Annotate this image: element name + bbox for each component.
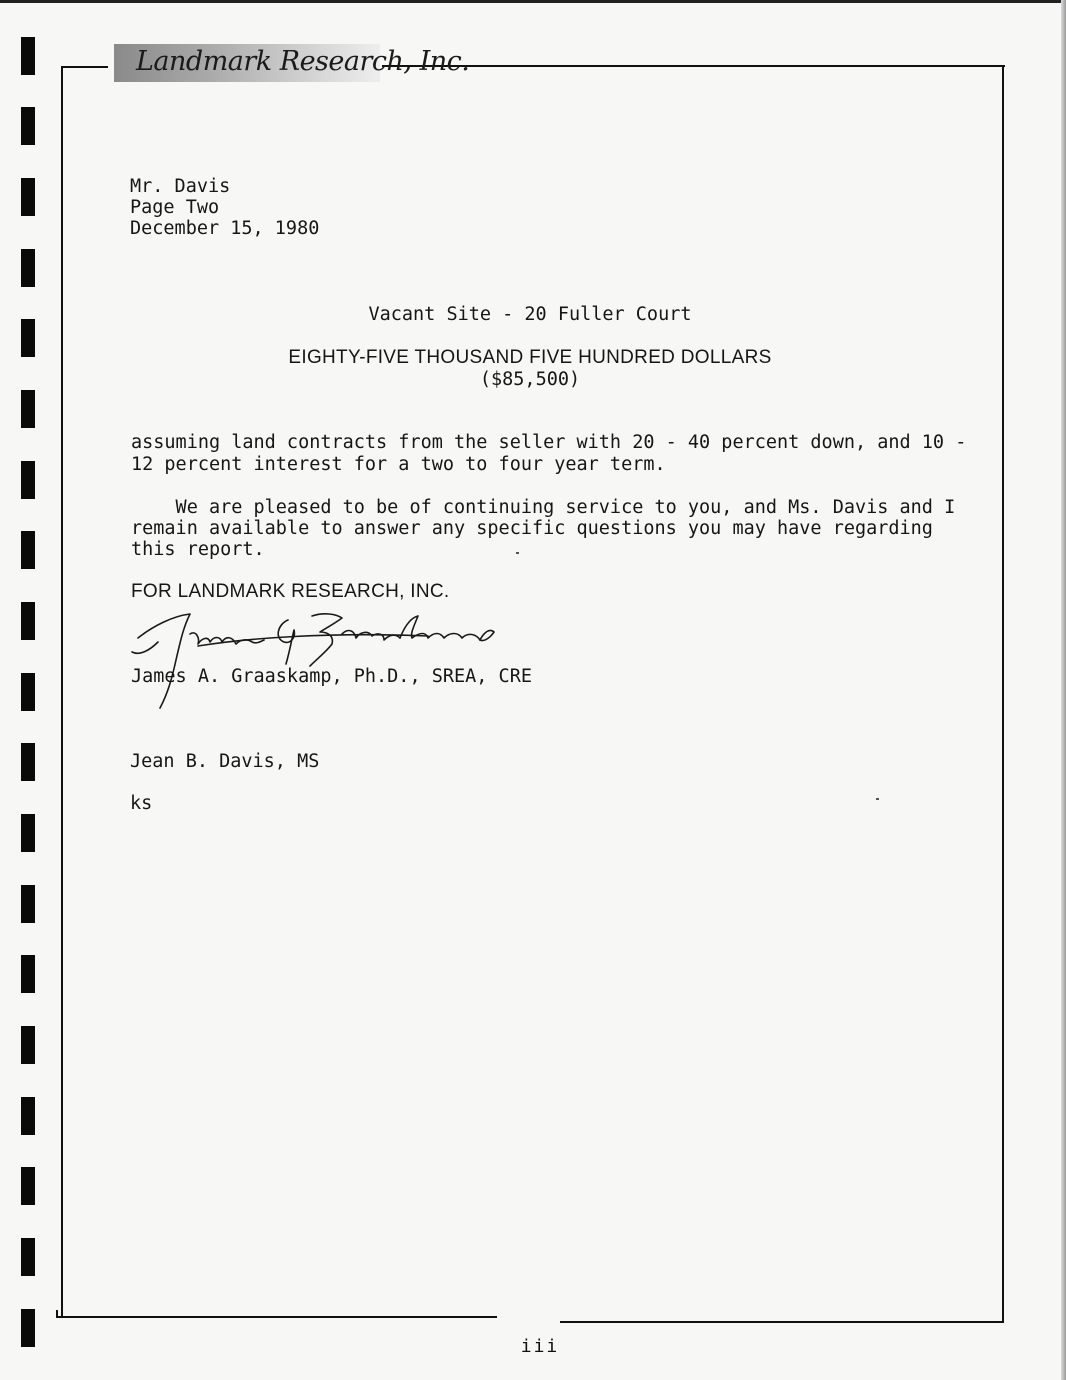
binding-mark [21, 531, 35, 569]
addressee: Mr. Davis [130, 176, 231, 197]
binding-mark [21, 249, 35, 287]
frame-border [62, 66, 108, 68]
binding-mark [21, 602, 35, 640]
amount-words: EIGHTY-FIVE THOUSAND FIVE HUNDRED DOLLARS [288, 347, 772, 368]
paragraph-line: 12 percent interest for a two to four year term. [131, 454, 666, 475]
binding-mark [21, 1309, 35, 1347]
frame-border [56, 1316, 497, 1318]
paper-speck [516, 552, 519, 554]
signatory-name: James A. Graaskamp, Ph.D., SREA, CRE [131, 666, 532, 687]
binding-mark [21, 955, 35, 993]
paper-speck [876, 798, 879, 800]
page-number: iii [520, 1336, 560, 1357]
amount-figures: ($85,500) [479, 369, 581, 390]
page-right-edge [1061, 0, 1066, 1380]
binding-mark [21, 1167, 35, 1205]
binding-mark [21, 107, 35, 145]
binding-mark [21, 1097, 35, 1135]
handwritten-signature [128, 608, 498, 712]
letterhead-company: Landmark Research, Inc. [136, 46, 470, 77]
binding-mark [21, 390, 35, 428]
frame-border [1002, 65, 1004, 1323]
binding-mark [21, 319, 35, 357]
binding-mark [21, 461, 35, 499]
paragraph-line: assuming land contracts from the seller with 20 - 40 percent down, and 10 - [131, 432, 967, 453]
frame-border [560, 1321, 1003, 1323]
binding-mark [21, 178, 35, 216]
paragraph-line: remain available to answer any specific questions you may have regarding [131, 518, 933, 539]
binding-mark [21, 1026, 35, 1064]
binding-mark [21, 814, 35, 852]
frame-border [61, 66, 63, 1316]
letter-date: December 15, 1980 [130, 218, 320, 239]
typist-initials: ks [130, 793, 153, 814]
property-title: Vacant Site - 20 Fuller Court [368, 304, 692, 325]
page-top-edge [0, 0, 1066, 3]
binding-mark [21, 1238, 35, 1276]
letterhead-logo [114, 44, 470, 82]
binding-mark [21, 885, 35, 923]
closing-company: FOR LANDMARK RESEARCH, INC. [131, 581, 450, 602]
paragraph-line: We are pleased to be of continuing service to you, and Ms. Davis and I [131, 497, 956, 518]
page-label: Page Two [130, 197, 220, 218]
paragraph-line: this report. [131, 539, 265, 560]
frame-border [382, 65, 1005, 67]
binding-mark [21, 743, 35, 781]
cosignatory-name: Jean B. Davis, MS [130, 751, 320, 772]
binding-mark [21, 673, 35, 711]
binding-mark [21, 37, 35, 75]
